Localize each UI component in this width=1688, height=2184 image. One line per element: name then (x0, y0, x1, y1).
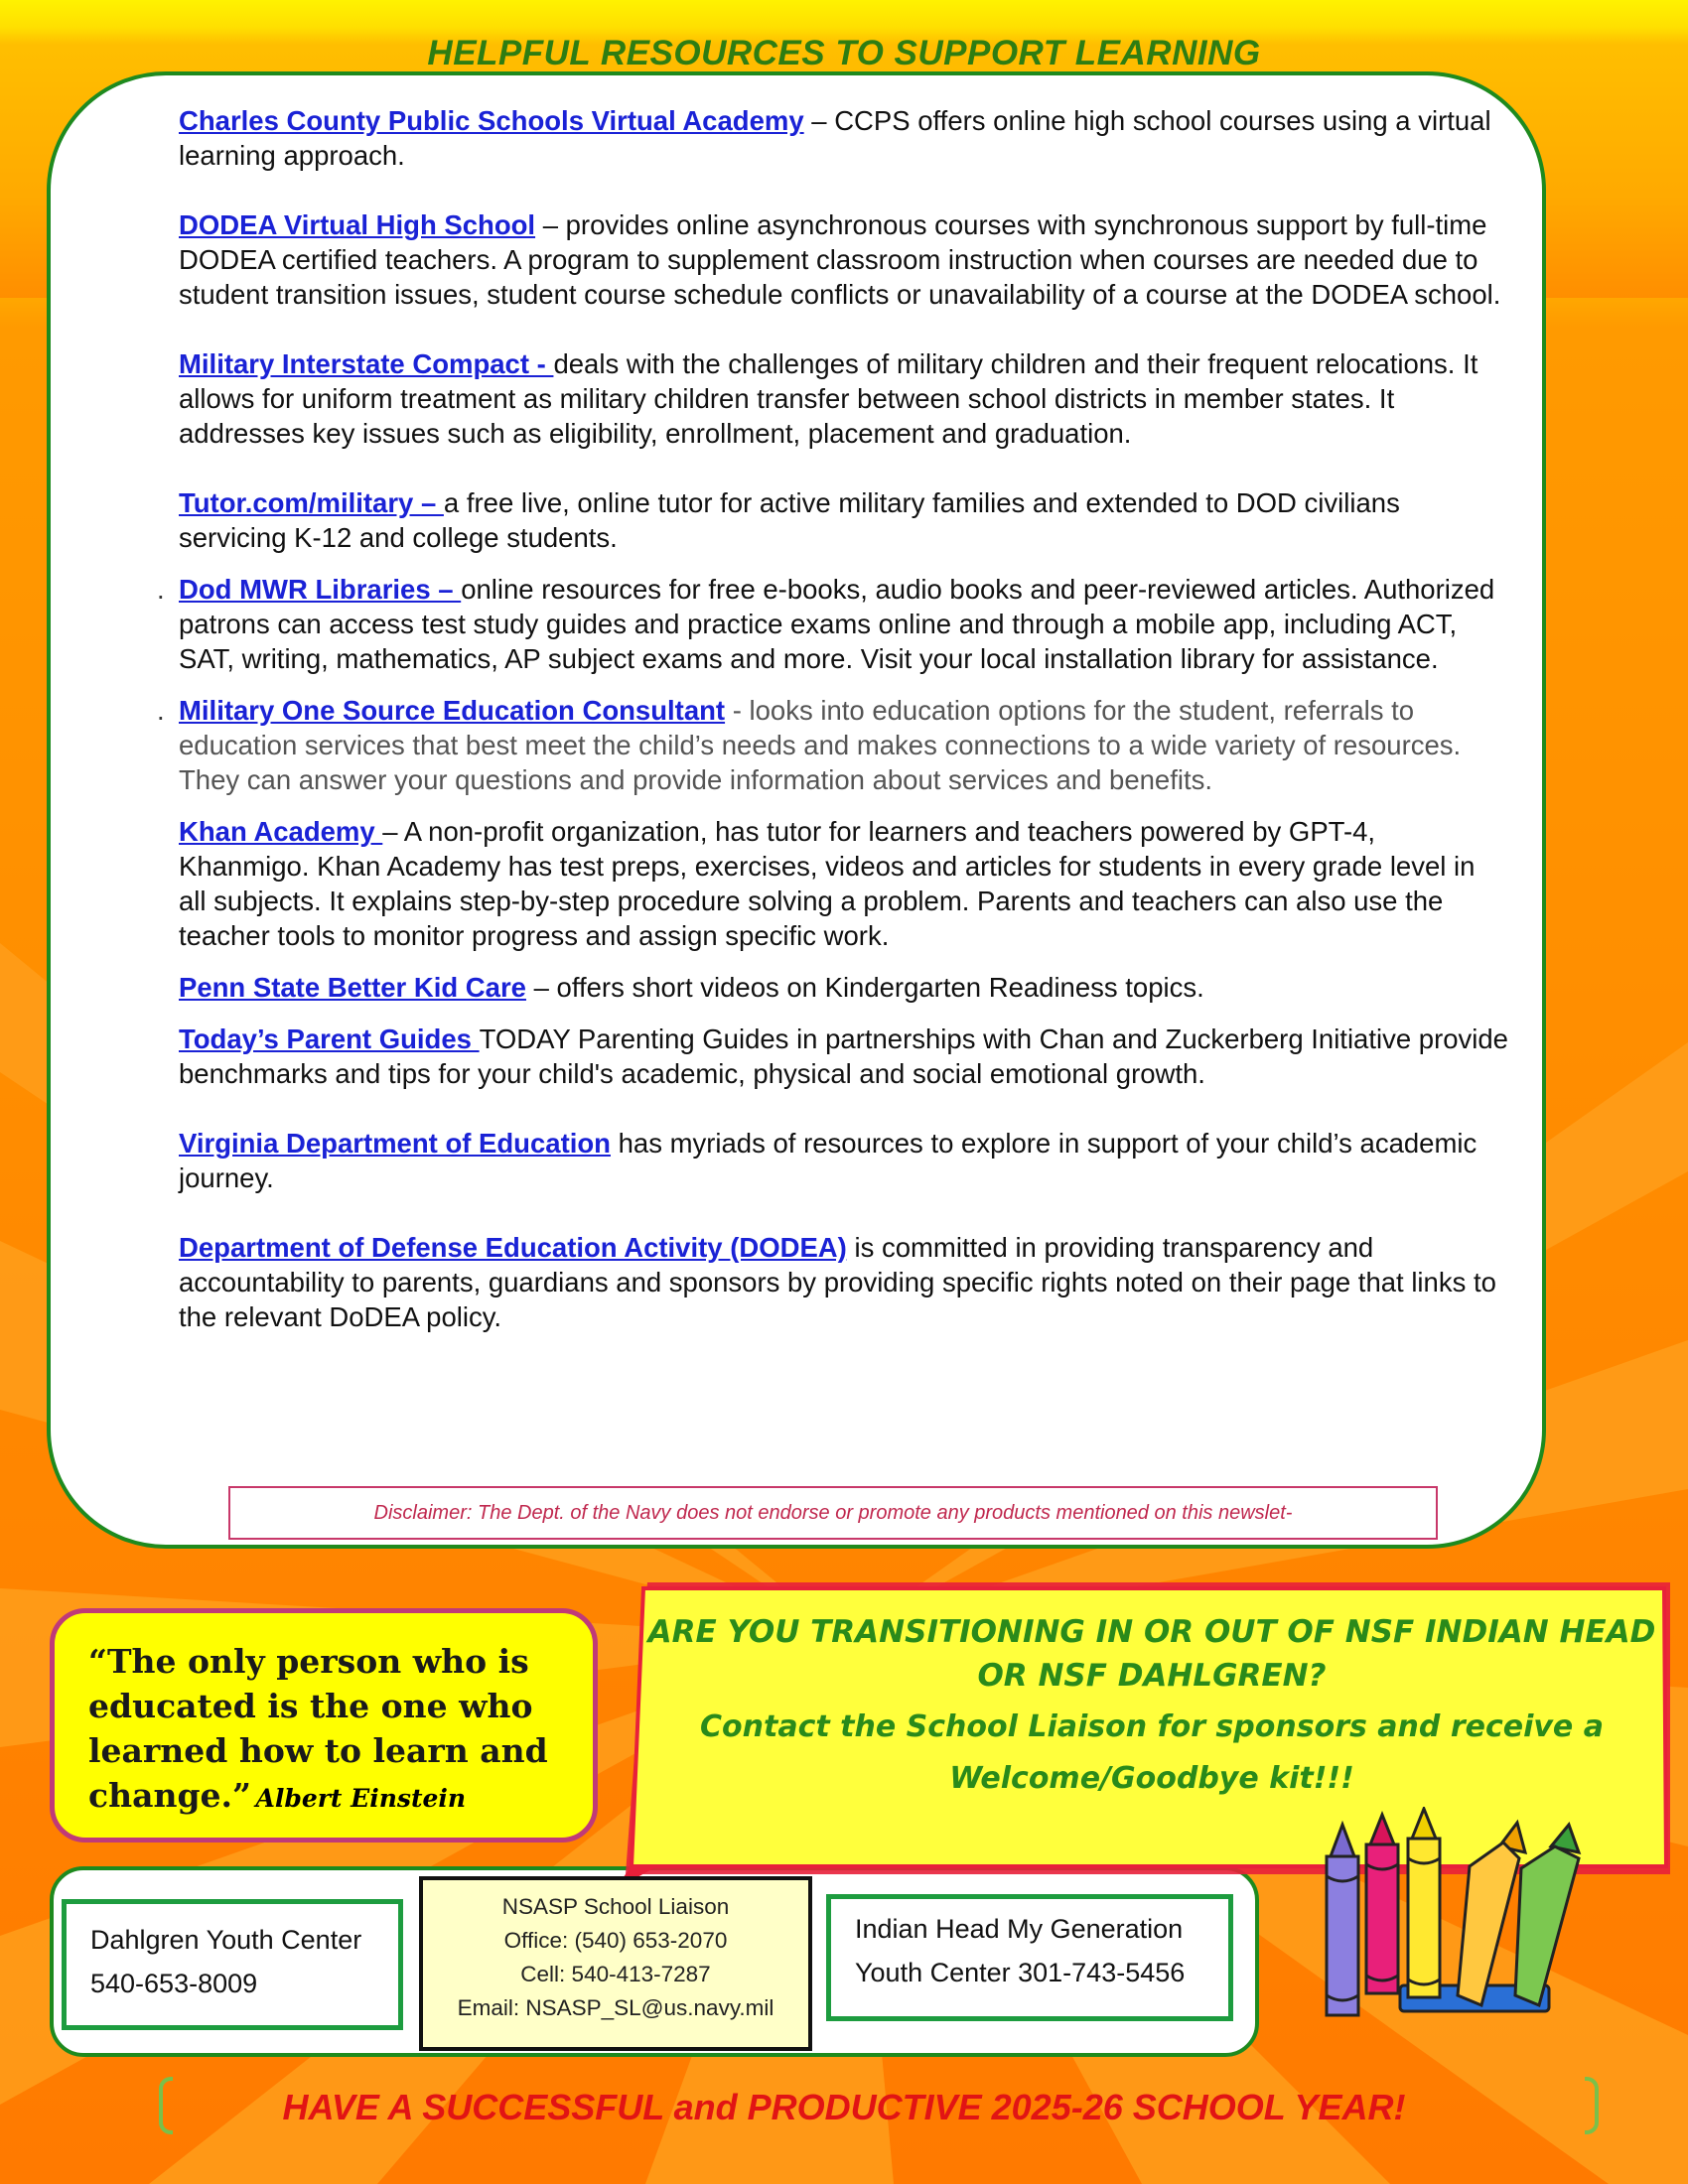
resource-item (179, 814, 1509, 953)
dahlgren-name: Dahlgren Youth Center (90, 1925, 362, 1955)
resource-item (179, 485, 1509, 555)
nsasp-title: NSASP School Liaison (501, 1894, 730, 1919)
indian-head-line1: Indian Head My Generation (855, 1914, 1184, 1944)
resource-description: a free live, online tutor for active military families and extended to DOD civilians servicing K-12 and college students. (179, 487, 1400, 553)
resource-item (179, 103, 1509, 173)
nsasp-cell: Cell: 540-413-7287 (520, 1962, 711, 1986)
resource-description: is committed in providing transparency and accountability to parents, guardians and sponsors by providing specific rights noted on their page that links to the relevant DoDEA policy. (179, 1232, 1496, 1332)
resource-description: – offers short videos on Kindergarten Readiness topics. (525, 972, 1204, 1003)
resource-description: – A non-profit organization, has tutor for learners and teachers powered by GPT-4, Khanmigo. Khan Academy has test preps, exercises, videos and articles for students in every grade level in all subjects. It explains step-by-step procedure solving a problem. Parents and teachers can also use the teacher tools to monitor progress and assign specific work. (179, 816, 1476, 951)
resource-link-todays-parent-guides[interactable]: Today’s Parent Guides (179, 1024, 480, 1054)
dahlgren-phone: 540-653-8009 (90, 1969, 258, 1998)
crayons-illustration (1291, 1807, 1609, 2035)
indian-head-youth-center-box (826, 1894, 1233, 2021)
resource-link-dodea[interactable]: Department of Defense Education Activity (DODEA) (179, 1232, 847, 1263)
resource-item (179, 1022, 1509, 1091)
footer-bracket-right (1585, 2077, 1599, 2134)
resource-link-tutor-com-military[interactable]: Tutor.com/military – (179, 487, 444, 518)
resource-link-military-interstate-compact[interactable]: Military Interstate Compact - (179, 348, 554, 379)
resource-item (157, 693, 1509, 797)
resource-description: has myriads of resources to explore in support of your child’s academic journey. (179, 1128, 1477, 1193)
resource-description: deals with the challenges of military children and their frequent relocations. It allows for uniform treatment as military children transfer between school districts in member states. It addresses key issues such as eligibility, enrollment, placement and graduation. (179, 348, 1478, 449)
resource-item (179, 207, 1509, 312)
bullet-marker: . (157, 574, 165, 605)
quote-text: “The only person who is educated is the one who learned how to learn and change.” (88, 1642, 548, 1815)
resource-item (179, 1230, 1509, 1334)
resource-description: online resources for free e-books, audio books and peer-reviewed articles. Authorized patrons can access test study guides and practice exams online and through a mobile app, including ACT, SAT, writing, mathematics, AP subject exams and more. Visit your local installation library for assistance. (179, 574, 1495, 674)
dahlgren-youth-center-box (62, 1899, 403, 2030)
transition-message (631, 1610, 1673, 1805)
resource-item (179, 1126, 1509, 1195)
resource-item (157, 572, 1509, 676)
resource-link-penn-state-better-kid-care[interactable]: Penn State Better Kid Care (179, 972, 526, 1003)
resource-description: - looks into education options for the student, referrals to education services that best meet the child’s needs and makes connections to a wide variety of resources. They can answer your questions and provide information about services and benefits. (179, 695, 1462, 795)
nsasp-office: Office: (540) 653-2070 (503, 1928, 728, 1953)
footer-slogan: HAVE A SUCCESSFUL and PRODUCTIVE 2025-26 SCHOOL YEAR! (282, 2087, 1406, 2127)
nsasp-school-liaison-box (419, 1876, 812, 2051)
resource-link-virginia-doe[interactable]: Virginia Department of Education (179, 1128, 611, 1159)
disclaimer: Disclaimer: The Dept. of the Navy does not endorse or promote any products mentioned on this newslet- (228, 1486, 1438, 1540)
resource-item (179, 346, 1509, 451)
bullet-marker: . (157, 695, 165, 726)
resource-description: TODAY Parenting Guides in partnerships with Chan and Zuckerberg Initiative provide benchmarks and tips for your child's academic, physical and social emotional growth. (179, 1024, 1508, 1089)
resource-link-ccps-virtual-academy[interactable]: Charles County Public Schools Virtual Academy (179, 105, 804, 136)
resource-item (179, 970, 1509, 1005)
resource-link-khan-academy[interactable]: Khan Academy (179, 816, 383, 847)
resource-description: – CCPS offers online high school courses using a virtual learning approach. (179, 105, 1491, 171)
resource-list (157, 103, 1509, 1334)
quote-author: Albert Einstein (255, 1784, 467, 1813)
transition-heading: ARE YOU TRANSITIONING IN OR OUT OF NSF INDIAN HEAD OR NSF DAHLGREN? (647, 1614, 1656, 1694)
resource-link-dodea-virtual-high-school[interactable]: DODEA Virtual High School (179, 209, 536, 240)
transition-subtext: Contact the School Liaison for sponsors and receive a Welcome/Goodbye kit!!! (700, 1709, 1604, 1796)
resource-description: – provides online asynchronous courses with synchronous support by full-time DODEA certified teachers. A program to supplement classroom instruction when courses are needed due to student transition issues, student course schedule conflicts or unavailability of a course at the DODEA school. (179, 209, 1501, 310)
page-title: HELPFUL RESOURCES TO SUPPORT LEARNING (427, 34, 1261, 72)
indian-head-line2: Youth Center 301-743-5456 (855, 1958, 1186, 1987)
resource-link-dod-mwr-libraries[interactable]: Dod MWR Libraries – (179, 574, 462, 605)
nsasp-email: Email: NSASP_SL@us.navy.mil (457, 1995, 774, 2020)
resource-link-military-one-source[interactable]: Military One Source Education Consultant (179, 695, 726, 726)
quote-box (50, 1608, 598, 1843)
